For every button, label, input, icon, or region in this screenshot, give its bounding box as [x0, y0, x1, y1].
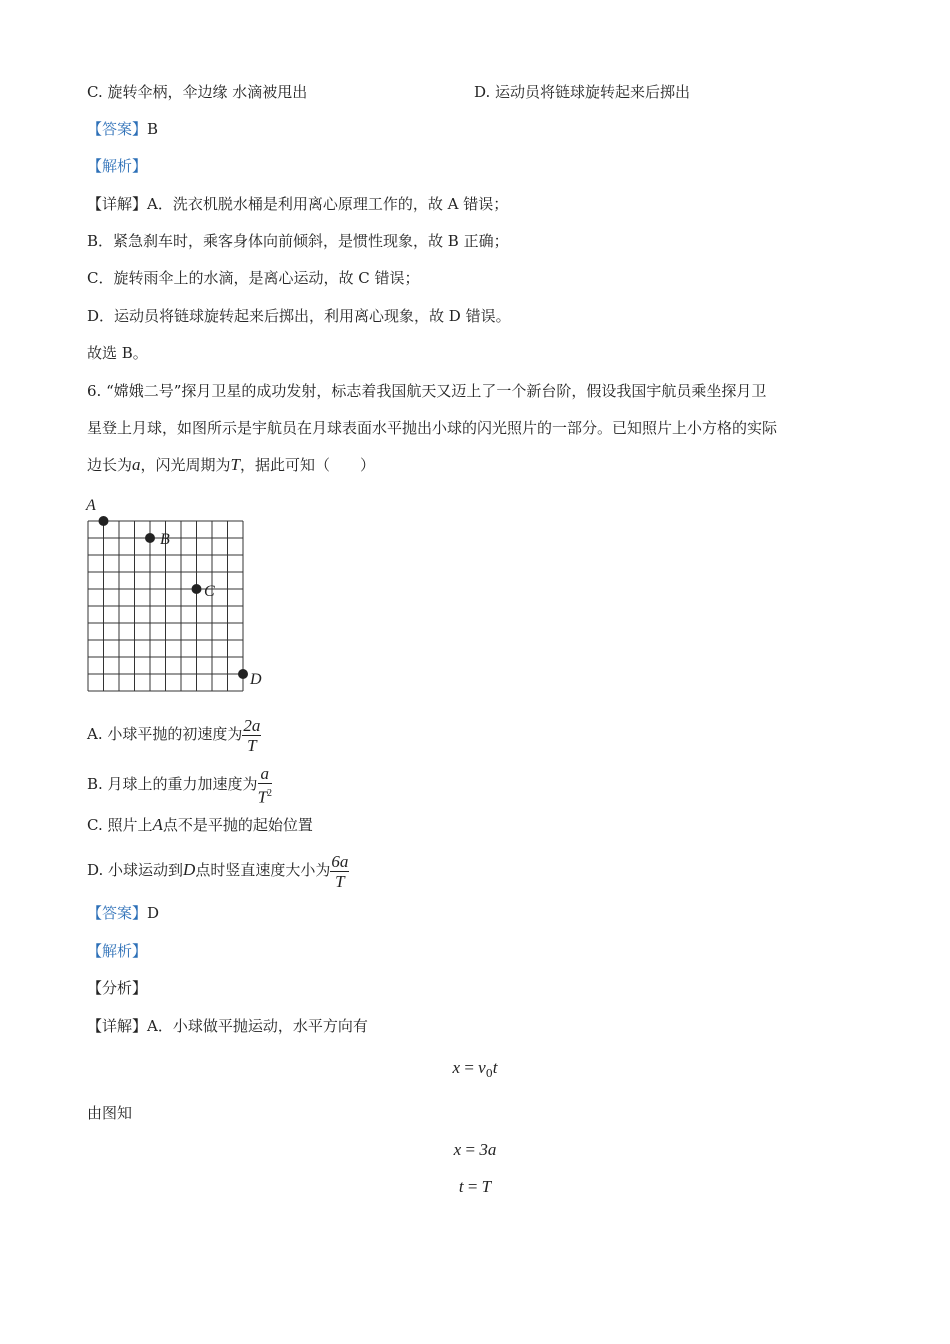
q6-option-a	[87, 712, 261, 756]
eq-rhs: v	[478, 1058, 486, 1077]
eq-subscript: 0	[485, 1067, 493, 1080]
denominator	[258, 784, 272, 807]
fraction	[242, 716, 261, 755]
eq-t: t	[492, 1058, 498, 1077]
equation-t-T: t = T	[458, 1177, 492, 1196]
point-a	[99, 516, 109, 526]
q6-option-b	[87, 762, 272, 806]
q5-detail-b: B．紧急刹车时，乘客身体向前倾斜，是惯性现象，故 B 正确；	[87, 232, 509, 250]
stem-text: ，据此可知（ ）	[240, 456, 376, 474]
q5-answer-line	[87, 119, 158, 139]
q6-option-c	[87, 815, 313, 835]
denominator: T	[335, 871, 345, 891]
label-b: B	[160, 531, 170, 548]
option-text: D. 小球运动到	[87, 861, 184, 879]
detail-a: A．洗衣机脱水桶是利用离心原理工作的，故 A 错误；	[147, 195, 509, 213]
label-a: A	[86, 497, 96, 514]
var-a: a	[132, 455, 141, 474]
flash-photo-grid-figure	[80, 492, 280, 702]
q5-detail-d: D．运动员将链球旋转起来后掷出，利用离心现象，故 D 错误。	[87, 307, 511, 325]
q6-answer-line	[87, 903, 159, 923]
detail-a: A．小球做平抛运动，水平方向有	[147, 1017, 368, 1035]
fraction	[330, 852, 349, 891]
point-c	[192, 584, 202, 594]
eq-lhs: t	[458, 1177, 464, 1196]
exponent: 2	[267, 787, 273, 799]
eq-rhs: 3a	[479, 1140, 497, 1159]
q6-detail-a-line	[87, 1016, 368, 1036]
label-d: D	[250, 671, 262, 688]
numerator: 6a	[331, 851, 349, 871]
q6-stem-line2: 星登上月球，如图所示是宇航员在月球表面水平抛出小球的闪光照片的一部分。已知照片上小方格的实际	[87, 419, 778, 437]
answer-tag: 【答案】	[87, 120, 148, 138]
analysis-tag: 【解析】	[87, 157, 148, 175]
option-text: A. 小球平抛的初速度为	[87, 725, 243, 743]
fenxi-tag: 【分析】	[87, 979, 148, 997]
eq-rhs: T	[481, 1177, 492, 1196]
option-text: B. 月球上的重力加速度为	[87, 775, 258, 793]
option-text: 点不是平抛的起始位置	[162, 816, 313, 834]
detail-tag: 【详解】	[87, 1017, 148, 1035]
analysis-tag: 【解析】	[87, 942, 148, 960]
q5-detail-c: C．旋转雨伞上的水滴，是离心运动，故 C 错误；	[87, 269, 420, 287]
q5-option-d: D. 运动员将链球旋转起来后掷出	[474, 83, 691, 101]
var-t: T	[230, 455, 240, 474]
eq-lhs: x	[452, 1058, 461, 1077]
equation-x-3a: x = 3a	[453, 1140, 497, 1159]
point-d	[238, 669, 248, 679]
var-a-point: A	[152, 815, 163, 834]
q6-option-d	[87, 848, 349, 892]
denominator: T	[247, 735, 257, 755]
var-d-point: D	[183, 860, 196, 879]
from-figure: 由图知	[87, 1104, 133, 1122]
q5-detail-a-line	[87, 194, 508, 214]
q6-stem-line3	[87, 455, 375, 475]
detail-tag: 【详解】	[87, 195, 148, 213]
denominator-base: T	[257, 787, 268, 807]
q5-option-c: C. 旋转伞柄，伞边缘 水滴被甩出	[87, 83, 308, 101]
equation-x-v0t: $x = v_0t$	[452, 1058, 498, 1080]
numerator: a	[258, 764, 272, 784]
answer-tag: 【答案】	[87, 904, 148, 922]
option-text: C. 照片上	[87, 816, 153, 834]
eq-lhs: x	[453, 1140, 462, 1159]
stem-text: 边长为	[87, 456, 133, 474]
q5-conclusion: 故选 B。	[87, 344, 148, 362]
q6-stem-line1: 6. “嫦娥二号”探月卫星的成功发射，标志着我国航天又迈上了一个新台阶，假设我国宇航员乘坐探月卫	[87, 382, 767, 400]
fraction	[258, 764, 272, 807]
answer-value: B	[147, 120, 159, 138]
stem-text: ，闪光周期为	[140, 456, 231, 474]
label-c: C	[204, 583, 215, 600]
option-text: 点时竖直速度大小为	[195, 861, 331, 879]
answer-value: D	[147, 904, 160, 922]
point-b	[145, 533, 155, 543]
numerator: 2a	[243, 715, 261, 735]
